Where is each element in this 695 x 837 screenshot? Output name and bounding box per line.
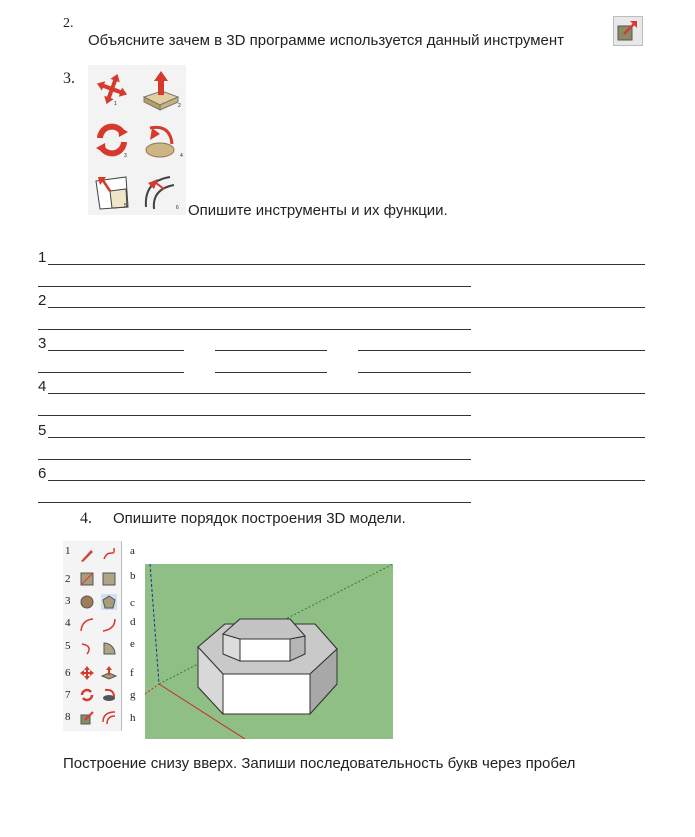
row-number: 8 [65, 711, 71, 723]
question-2-text: Объясните зачем в 3D программе используется данный инструмент [88, 32, 565, 49]
option-letter: c [130, 597, 135, 609]
option-letter: f [130, 667, 134, 679]
answer-line-label: 2 [38, 292, 47, 309]
icon-label: 3 [124, 153, 127, 159]
scale-tool-icon [613, 16, 643, 46]
answer-line[interactable] [48, 264, 645, 265]
answer-line[interactable] [38, 286, 471, 287]
scale-tool-icon[interactable] [79, 710, 95, 726]
option-letter: g [130, 689, 136, 701]
answer-line[interactable] [38, 329, 471, 330]
option-letter: a [130, 545, 135, 557]
answer-line-label: 6 [38, 465, 47, 482]
icon-label: 4 [180, 153, 183, 159]
push-pull-tool-icon [140, 69, 182, 111]
polygon-icon[interactable] [101, 594, 117, 610]
answer-line[interactable] [48, 393, 645, 394]
option-letter: b [130, 570, 136, 582]
option-letter: d [130, 616, 136, 628]
question-4-text: Опишите порядок построения 3D модели. [113, 510, 406, 527]
push-pull-tool-icon[interactable] [101, 665, 117, 681]
rotate-tool-icon[interactable] [79, 687, 95, 703]
row-number: 5 [65, 640, 71, 652]
footer-instruction: Построение снизу вверх. Запиши последовательность букв через пробел [63, 755, 576, 772]
row-number: 7 [65, 689, 71, 701]
icon-label: 2 [178, 103, 181, 109]
circle-icon[interactable] [79, 594, 95, 610]
answer-line[interactable] [48, 307, 645, 308]
two-point-arc-icon[interactable] [101, 617, 117, 633]
option-letter: h [130, 712, 136, 724]
row-number: 6 [65, 667, 71, 679]
pie-icon[interactable] [101, 640, 117, 656]
pencil-icon[interactable] [79, 547, 95, 563]
icon-label: 6 [176, 205, 179, 211]
question-4-number: 4. [80, 510, 92, 527]
row-number: 3 [65, 595, 71, 607]
answer-line-label: 1 [38, 249, 47, 266]
answer-line[interactable] [48, 437, 645, 438]
answer-line[interactable] [215, 350, 327, 351]
answer-line[interactable] [38, 415, 471, 416]
question-2-number: 2. [63, 16, 74, 31]
arc-icon[interactable] [79, 617, 95, 633]
answer-line[interactable] [38, 502, 471, 503]
rotated-rectangle-icon[interactable] [101, 571, 117, 587]
answer-line[interactable] [48, 480, 645, 481]
tool-palette [63, 541, 122, 731]
question-3-text: Опишите инструменты и их функции. [188, 202, 448, 219]
question-3-number: 3. [63, 70, 75, 87]
follow-me-tool-icon [140, 120, 182, 162]
offset-tool-icon[interactable] [101, 710, 117, 726]
follow-me-tool-icon[interactable] [101, 687, 117, 703]
row-number: 4 [65, 617, 71, 629]
answer-line[interactable] [48, 350, 184, 351]
answer-line[interactable] [38, 459, 471, 460]
tool-icons-panel [88, 65, 186, 215]
3d-model-viewport [145, 564, 393, 739]
freehand-icon[interactable] [101, 545, 117, 561]
three-point-arc-icon[interactable] [79, 640, 95, 656]
answer-line[interactable] [358, 350, 645, 351]
row-number: 1 [65, 545, 71, 557]
icon-label: 5 [124, 203, 127, 209]
answer-line[interactable] [215, 372, 327, 373]
hexagonal-nut-model [145, 564, 393, 739]
answer-line-label: 4 [38, 378, 47, 395]
row-number: 2 [65, 573, 71, 585]
option-letter: e [130, 638, 135, 650]
answer-line-label: 3 [38, 335, 47, 352]
rectangle-icon[interactable] [79, 571, 95, 587]
answer-line[interactable] [38, 372, 184, 373]
answer-line[interactable] [358, 372, 471, 373]
move-tool-icon [92, 69, 132, 109]
answer-line-label: 5 [38, 422, 47, 439]
move-tool-icon[interactable] [79, 665, 95, 681]
icon-label: 1 [114, 101, 117, 107]
